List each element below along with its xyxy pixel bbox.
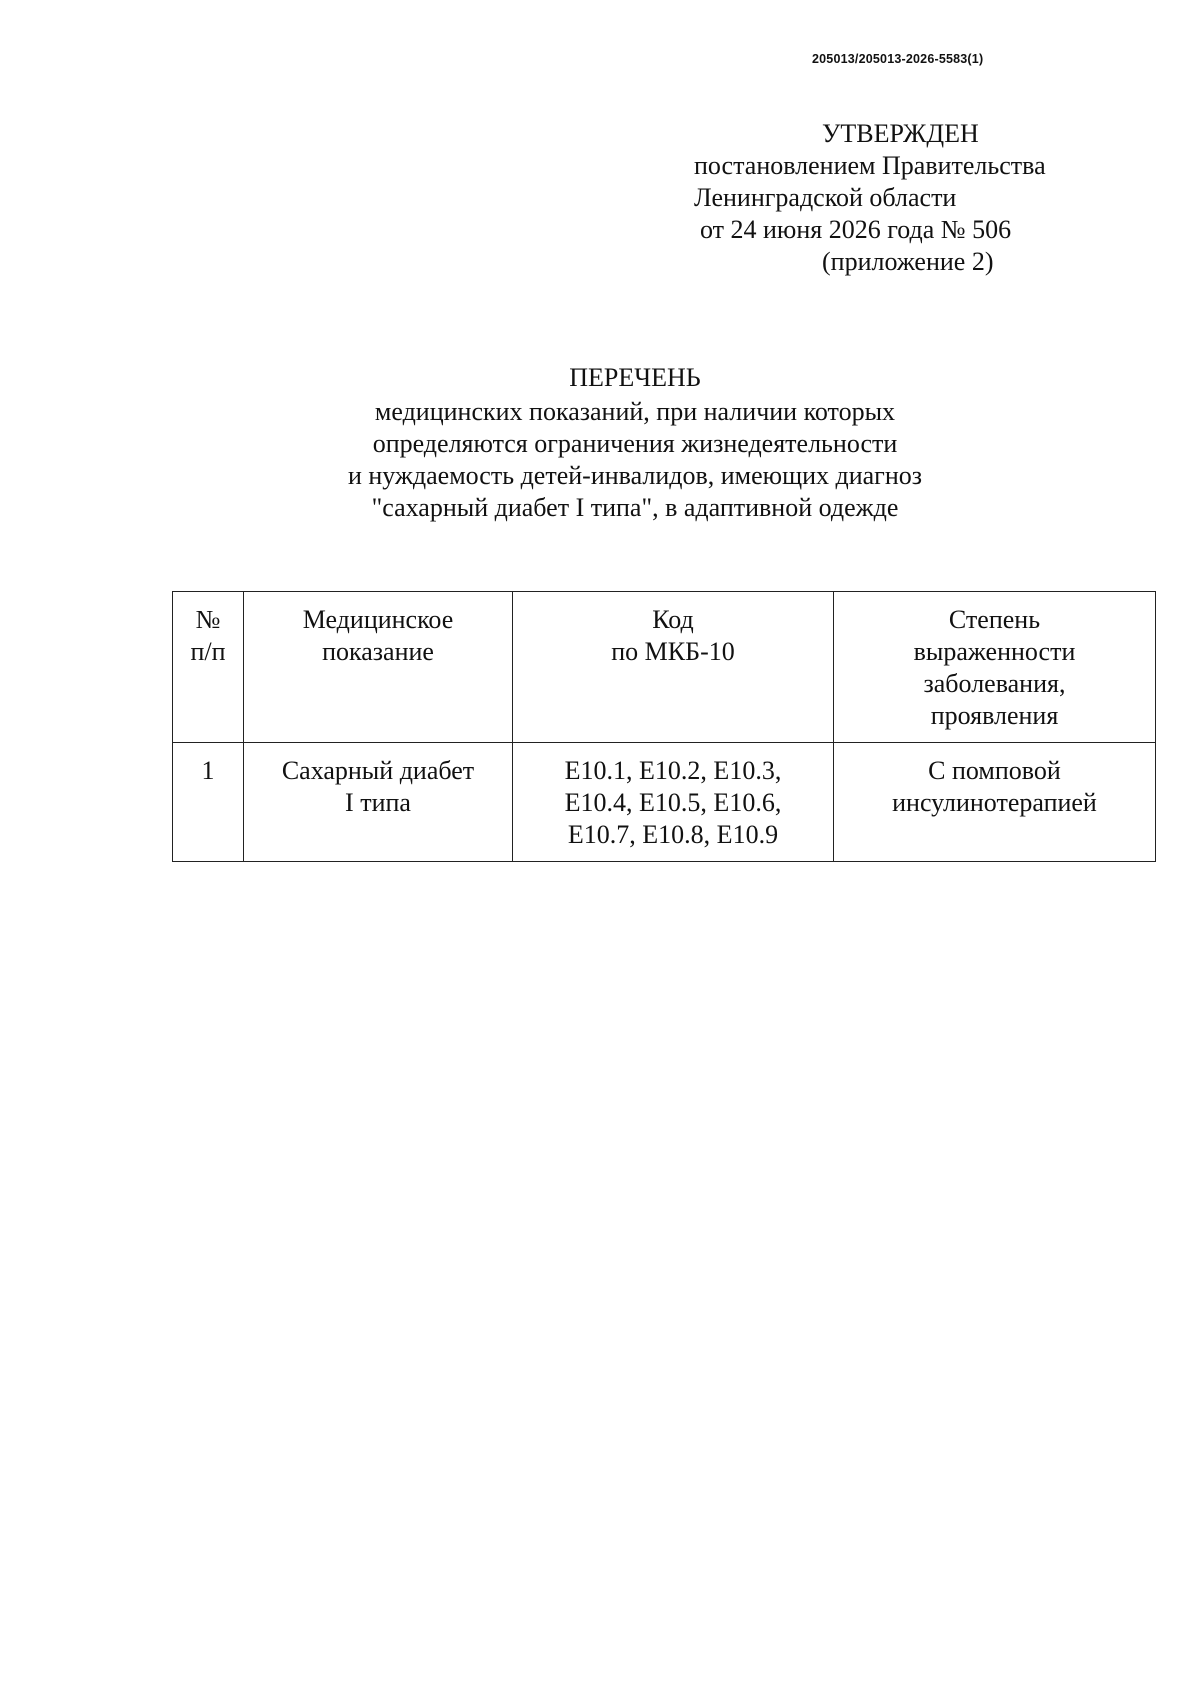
indications-table xyxy=(172,591,1156,862)
cell-indication: Сахарный диабет I типа xyxy=(244,743,513,862)
subtitle-line: определяются ограничения жизнедеятельности xyxy=(372,429,898,458)
header-indication: Медицинское показание xyxy=(244,592,513,743)
cell-icd-code: E10.1, E10.2, E10.3, E10.4, E10.5, E10.6, E10.7, E10.8, E10.9 xyxy=(513,743,834,862)
approval-line-1: постановлением Правительства xyxy=(694,151,1046,180)
list-subtitle xyxy=(200,396,1070,524)
approval-title: УТВЕРЖДЕН xyxy=(822,119,979,148)
approval-line-4: (приложение 2) xyxy=(822,247,994,276)
table-row xyxy=(173,743,1156,862)
subtitle-line: "сахарный диабет I типа", в адаптивной одежде xyxy=(371,493,899,522)
approval-line-3: от 24 июня 2026 года № 506 xyxy=(700,215,1012,244)
cell-number: 1 xyxy=(173,743,244,862)
header-icd-code: Код по МКБ-10 xyxy=(513,592,834,743)
document-id: 205013/205013-2026-5583(1) xyxy=(812,52,984,66)
header-number: № п/п xyxy=(173,592,244,743)
list-title: ПЕРЕЧЕНЬ xyxy=(569,363,701,392)
cell-severity: С помповой инсулинотерапией xyxy=(834,743,1156,862)
table-header-row xyxy=(173,592,1156,743)
approval-line-2: Ленинградской области xyxy=(694,183,957,212)
subtitle-line: медицинских показаний, при наличии которых xyxy=(374,397,896,426)
subtitle-line: и нуждаемость детей-инвалидов, имеющих диагноз xyxy=(347,461,923,490)
approval-block xyxy=(694,118,1124,278)
header-severity: Степень выраженности заболевания, проявления xyxy=(834,592,1156,743)
